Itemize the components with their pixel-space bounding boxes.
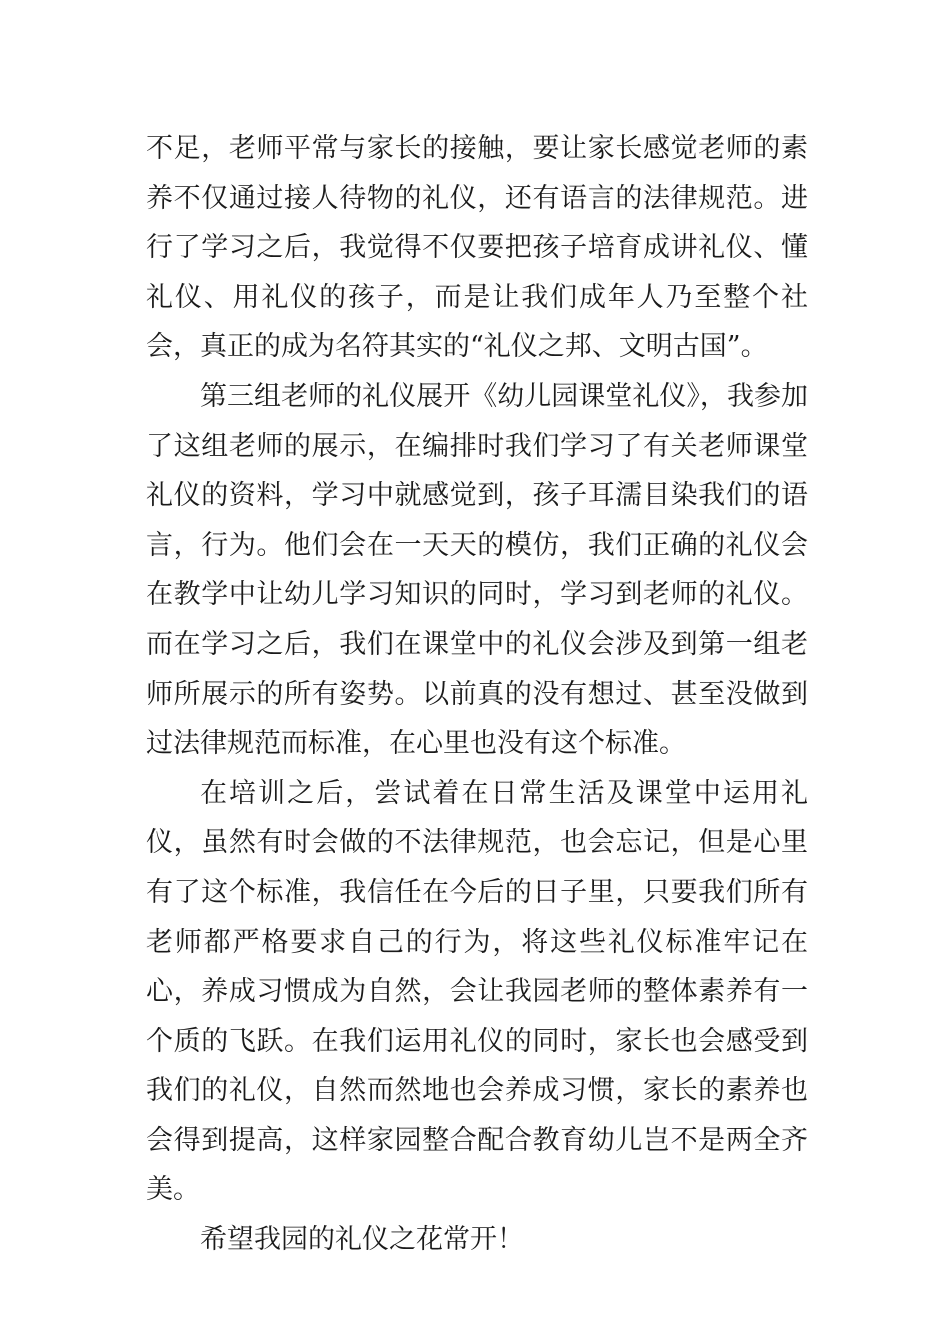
paragraph-continuation: 不足，老师平常与家长的接触，要让家长感觉老师的素养不仅通过接人待物的礼仪，还有语言的法律规范。进行了学习之后，我觉得不仅要把孩子培育成讲礼仪、懂礼仪、用礼仪的孩子，而是让我们成年人乃至整个社会，真正的成为名符其实的“礼仪之邦、文明古国”。 (146, 133, 808, 363)
paragraph-closing-wish: 希望我园的礼仪之花常开！ (200, 1224, 524, 1256)
document-body (146, 124, 808, 1265)
paragraph-after-training: 在培训之后，尝试着在日常生活及课堂中运用礼仪，虽然有时会做的不法律规范，也会忘记，但是心里有了这个标准，我信任在今后的日子里，只要我们所有老师都严格要求自己的行为，将这些礼仪标准牢记在心，养成习惯成为自然，会让我园老师的整体素养有一个质的飞跃。在我们运用礼仪的同时，家长也会感受到我们的礼仪，自然而然地也会养成习惯，家长的素养也会得到提高，这样家园整合配合教育幼儿岂不是两全齐美。 (146, 777, 808, 1206)
paragraph-third-group: 第三组老师的礼仪展开《幼儿园课堂礼仪》，我参加了这组老师的展示，在编排时我们学习了有关老师课堂礼仪的资料，学习中就感觉到，孩子耳濡目染我们的语言，行为。他们会在一天天的模仿，我们正确的礼仪会在教学中让幼儿学习知识的同时，学习到老师的礼仪。而在学习之后，我们在课堂中的礼仪会涉及到第一组老师所展示的所有姿势。以前真的没有想过、甚至没做到过法律规范而标准，在心里也没有这个标准。 (146, 380, 808, 760)
